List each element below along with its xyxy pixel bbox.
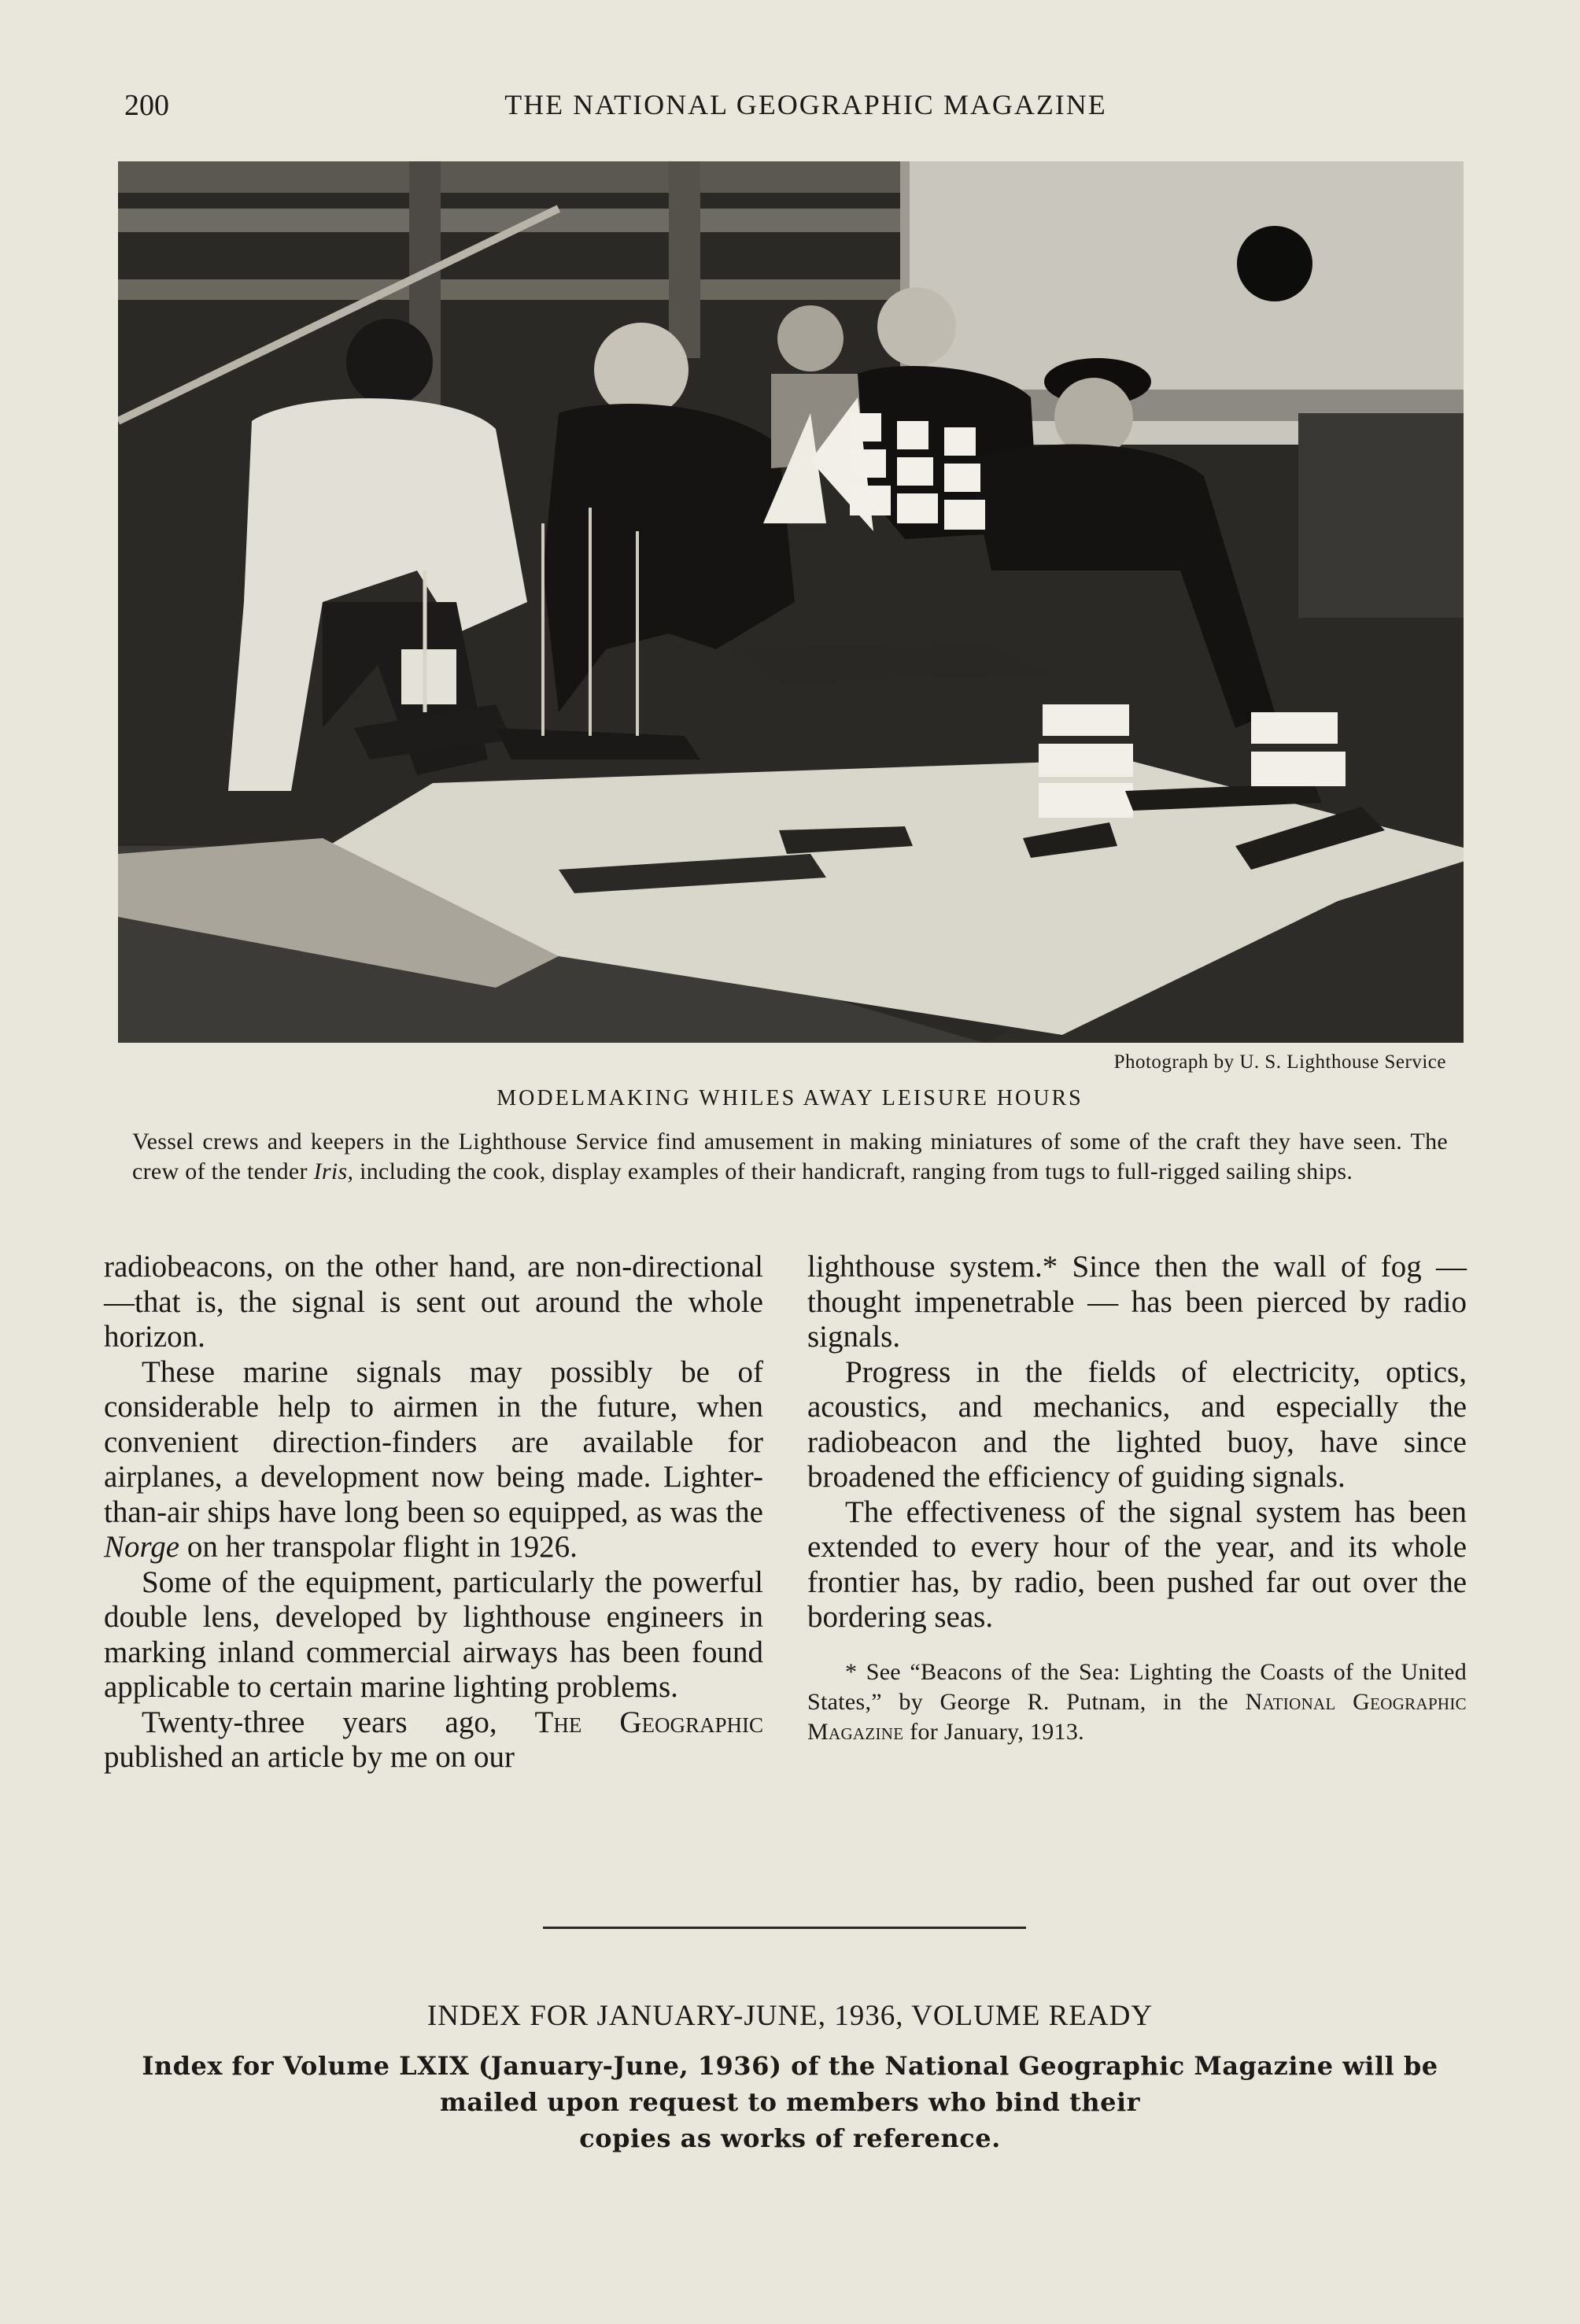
notice-line: Index for Volume LXIX (January-June, 1936) of the National Geographic Magazine will be bbox=[142, 2051, 1438, 2081]
caption-text-end: including the cook, display examples of their handicraft, ranging from tugs to full-rigged sailing ships. bbox=[353, 1158, 1353, 1184]
paragraph: Some of the equipment, particularly the powerful double lens, developed by lighthouse engineers in marking inland commercial airways has been found applicable to certain marine lighting problems. bbox=[104, 1565, 763, 1704]
paragraph-text-end: on her transpolar flight in 1926. bbox=[179, 1530, 578, 1564]
photograph-illustration bbox=[118, 161, 1464, 1043]
page-number: 200 bbox=[124, 89, 169, 122]
notice-line: copies as works of reference. bbox=[579, 2123, 1001, 2153]
notice-body bbox=[110, 2048, 1470, 2156]
paragraph-text: These marine signals may possibly be of considerable help to airmen in the future, when convenient direction-finders are available for airplanes, a development now being made. Lighter-than-air ships have long been so equipped, as was the bbox=[104, 1354, 763, 1529]
footnote bbox=[807, 1657, 1467, 1747]
paragraph-text: Twenty-three years ago, bbox=[142, 1705, 535, 1739]
article-column-left bbox=[104, 1250, 763, 1775]
photograph bbox=[118, 161, 1464, 1043]
paragraph bbox=[104, 1705, 763, 1775]
smallcaps-publication: The Geographic bbox=[534, 1705, 763, 1739]
article-column-right bbox=[807, 1250, 1467, 1747]
paragraph: lighthouse system.* Since then the wall of fog — thought impenetrable — has been pierced by radio signals. bbox=[807, 1250, 1467, 1354]
paragraph: Progress in the fields of electricity, optics, acoustics, and mechanics, and especially the radiobeacon and the lighted buoy, have since broadened the efficiency of guiding signals. bbox=[807, 1354, 1467, 1494]
notice-title: INDEX FOR JANUARY-JUNE, 1936, VOLUME READY bbox=[426, 2000, 1154, 2032]
paragraph bbox=[104, 1355, 763, 1565]
footnote-text-end: for January, 1913. bbox=[903, 1718, 1084, 1745]
caption-title: MODELMAKING WHILES AWAY LEISURE HOURS bbox=[497, 1086, 1083, 1110]
caption-italic-ship-name: Iris, bbox=[313, 1158, 354, 1184]
photo-credit: Photograph by U. S. Lighthouse Service bbox=[1113, 1051, 1446, 1073]
running-head: THE NATIONAL GEOGRAPHIC MAGAZINE bbox=[504, 89, 1107, 120]
section-divider bbox=[543, 1927, 1026, 1929]
footnote-smallcaps-publication: National Geographic Magazine bbox=[807, 1688, 1467, 1745]
paragraph-text-end: published an article by me on our bbox=[104, 1740, 515, 1774]
caption-text: Vessel crews and keepers in the Lighthouse Service find amusement in making miniatures of some of the craft they have seen. The crew of the tender bbox=[132, 1129, 1448, 1184]
paragraph: radiobeacons, on the other hand, are non-directional—that is, the signal is sent out around the whole horizon. bbox=[104, 1250, 763, 1354]
notice-line: mailed upon request to members who bind their bbox=[440, 2087, 1140, 2117]
italic-ship-name: Norge bbox=[104, 1530, 180, 1564]
footnote-text: * See “Beacons of the Sea: Lighting the Coasts of the United States,” by George R. Putnam, in the bbox=[807, 1658, 1467, 1715]
paragraph: The effectiveness of the signal system has been extended to every hour of the year, and its whole frontier has, by radio, been pushed far out over the bordering seas. bbox=[807, 1495, 1467, 1634]
caption-body bbox=[132, 1127, 1448, 1187]
